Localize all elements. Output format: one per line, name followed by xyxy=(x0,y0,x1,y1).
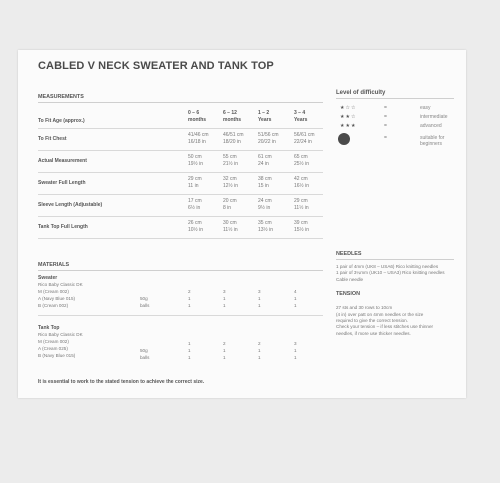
cell-cm: 30 cm xyxy=(223,220,237,226)
cell-cm: 41/46 cm xyxy=(188,132,209,138)
sweater-colour-b: B (Cream 002) xyxy=(38,303,69,308)
level-label: advanced xyxy=(420,123,442,129)
cell-in: 13½ in xyxy=(258,227,274,233)
cell-cm: 20 cm xyxy=(223,198,237,204)
cell-cm: 39 cm xyxy=(294,220,308,226)
qty: 1 xyxy=(258,303,261,308)
row-label: To Fit Chest xyxy=(38,136,67,142)
pattern-page xyxy=(18,50,466,398)
needles-text xyxy=(336,264,454,283)
tank-colour-m: M (Cream 002) xyxy=(38,339,69,344)
qty: 3 xyxy=(258,289,261,294)
tank-unit: balls xyxy=(140,355,150,360)
size-2-range: 6 – 12 xyxy=(223,110,237,116)
cell-in: 11 in xyxy=(188,183,199,189)
row-label: Sleeve Length (Adjustable) xyxy=(38,202,103,208)
equals: = xyxy=(384,135,387,141)
cell xyxy=(223,176,238,190)
equals: = xyxy=(384,123,387,129)
level-label: easy xyxy=(420,105,431,111)
cell-cm: 46/51 cm xyxy=(223,132,244,138)
row-tank-length xyxy=(38,218,323,239)
divider xyxy=(38,315,323,316)
difficulty-legend xyxy=(336,105,454,165)
measurements-heading: MEASUREMENTS xyxy=(38,94,323,103)
qty: 1 xyxy=(258,348,261,353)
sweater-colour-m: M (Cream 002) xyxy=(38,289,69,294)
sweater-materials xyxy=(38,275,323,323)
equals: = xyxy=(384,105,387,111)
cell xyxy=(188,176,202,190)
tension-line: 27 sts and 30 rows to 10cm xyxy=(336,305,393,311)
cell-in: 19½ in xyxy=(188,161,204,167)
sweater-weight: 50g xyxy=(140,296,148,301)
cell xyxy=(188,220,203,234)
cell-in: 12½ in xyxy=(223,183,239,189)
cell xyxy=(223,198,237,212)
cell-in: 22/24 in xyxy=(294,139,312,145)
pattern-title: CABLED V NECK SWEATER AND TANK TOP xyxy=(38,60,274,72)
qty: 2 xyxy=(258,341,261,346)
cell-in: 16/18 in xyxy=(188,139,206,145)
cell-in: 25½ in xyxy=(294,161,310,167)
qty: 4 xyxy=(294,289,297,294)
cell xyxy=(188,198,202,212)
cell-in: 6½ in xyxy=(188,205,201,211)
row-fit-age xyxy=(38,108,323,129)
qty: 1 xyxy=(223,303,226,308)
row-sleeve-length xyxy=(38,196,323,217)
row-label: To Fit Age (approx.) xyxy=(38,118,85,124)
tank-title: Tank Top xyxy=(38,325,60,331)
cell-in: 21½ in xyxy=(223,161,239,167)
cell-in: 15 in xyxy=(258,183,269,189)
cell-in: 24 in xyxy=(258,161,269,167)
tank-colour-b: B (Navy Blue 015) xyxy=(38,353,76,358)
cell-cm: 65 cm xyxy=(294,154,308,160)
qty: 3 xyxy=(294,341,297,346)
tension-line: (4 in) over patt on 4mm needles or the size xyxy=(336,311,424,317)
cell xyxy=(223,154,238,168)
cell-cm: 51/56 cm xyxy=(258,132,279,138)
qty: 1 xyxy=(188,348,191,353)
cell-cm: 61 cm xyxy=(258,154,272,160)
needle-line: 1 pair of 3¼mm (UK10 – USA3) Rico knitting needles xyxy=(336,270,445,276)
cell-in: 18/20 in xyxy=(223,139,241,145)
cell-cm: 38 cm xyxy=(258,176,272,182)
cell-in: 15½ in xyxy=(294,227,310,233)
cell xyxy=(188,132,209,146)
qty: 1 xyxy=(188,296,191,301)
star-rating-icon: ★★☆ xyxy=(340,114,357,120)
star-rating-icon: ★★★ xyxy=(340,123,357,129)
cell xyxy=(258,154,272,168)
cell-in: 16½ in xyxy=(294,183,310,189)
cell-in: 20/22 in xyxy=(258,139,276,145)
qty: 1 xyxy=(188,303,191,308)
materials-section xyxy=(38,262,323,369)
cell-cm: 29 cm xyxy=(188,176,202,182)
cell xyxy=(294,198,309,212)
size-1-unit: months xyxy=(188,117,207,123)
cell-in: 8 in xyxy=(223,205,232,211)
size-1-range: 0 – 6 xyxy=(188,110,200,116)
cell xyxy=(223,220,238,234)
needle-line: Cable needle xyxy=(336,276,364,282)
cell xyxy=(258,132,279,146)
size-3-unit: Years xyxy=(258,117,272,123)
tension-heading: TENSION xyxy=(336,291,360,298)
cell-cm: 32 cm xyxy=(223,176,237,182)
size-4-range: 3 – 4 xyxy=(294,110,306,116)
cell xyxy=(258,220,273,234)
cell-cm: 56/61 cm xyxy=(294,132,315,138)
sweater-title: Sweater xyxy=(38,275,58,281)
cell-in: 11½ in xyxy=(223,227,238,233)
tank-colour-a: A (Cream 025) xyxy=(38,346,68,351)
qty: 1 xyxy=(258,355,261,360)
cell xyxy=(294,154,309,168)
cell-cm: 35 cm xyxy=(258,220,272,226)
yarn-ball-icon xyxy=(338,133,350,145)
measurements-section xyxy=(38,94,323,264)
cell xyxy=(258,198,272,212)
cell-cm: 24 cm xyxy=(258,198,272,204)
cell-cm: 42 cm xyxy=(294,176,308,182)
row-label: Actual Measurement xyxy=(38,158,87,164)
row-sweater-length xyxy=(38,174,323,195)
qty: 2 xyxy=(223,341,226,346)
equals: = xyxy=(384,114,387,120)
cell xyxy=(294,132,315,146)
sweater-unit: balls xyxy=(140,303,150,308)
qty: 1 xyxy=(223,348,226,353)
qty: 1 xyxy=(294,348,297,353)
qty: 1 xyxy=(294,296,297,301)
cell xyxy=(294,176,309,190)
needle-line: 1 pair of 4mm (UK8 – USA6) Rico knitting needles xyxy=(336,264,439,269)
cell-cm: 29 cm xyxy=(294,198,308,204)
qty: 1 xyxy=(188,341,191,346)
cell-cm: 17 cm xyxy=(188,198,202,204)
row-fit-chest xyxy=(38,130,323,151)
cell-cm: 26 cm xyxy=(188,220,202,226)
size-3-range: 1 – 2 xyxy=(258,110,270,116)
row-actual-measurement xyxy=(38,152,323,173)
needles-section xyxy=(336,251,454,283)
cell-in: 9½ in xyxy=(258,205,271,211)
tension-line: needles, if more use thicker needles. xyxy=(336,330,411,336)
tank-weight: 50g xyxy=(140,348,148,353)
tension-line: required to give the correct tension. xyxy=(336,318,409,324)
cell-in: 10½ in xyxy=(188,227,204,233)
cell-cm: 50 cm xyxy=(188,154,202,160)
tank-top-materials xyxy=(38,325,323,369)
sweater-colour-a: A (Navy Blue 015) xyxy=(38,296,76,301)
needles-heading: NEEDLES xyxy=(336,251,454,260)
tension-line: Check your tension – if less stitches use thinner xyxy=(336,324,434,330)
row-label: Tank Top Full Length xyxy=(38,224,88,230)
qty: 1 xyxy=(223,355,226,360)
qty: 3 xyxy=(223,289,226,294)
qty: 2 xyxy=(188,289,191,294)
qty: 1 xyxy=(223,296,226,301)
level-label: intermediate xyxy=(420,114,448,120)
cell xyxy=(294,220,309,234)
cell-cm: 55 cm xyxy=(223,154,237,160)
size-2-unit: months xyxy=(223,117,242,123)
star-rating-icon: ★☆☆ xyxy=(340,105,357,111)
materials-heading: MATERIALS xyxy=(38,262,323,271)
qty: 1 xyxy=(188,355,191,360)
tension-text xyxy=(336,305,454,337)
difficulty-heading: Level of difficulty xyxy=(336,90,454,99)
size-4-unit: Years xyxy=(294,117,308,123)
qty: 1 xyxy=(258,296,261,301)
right-column xyxy=(336,90,454,337)
cell xyxy=(188,154,203,168)
tension-section xyxy=(336,291,454,337)
row-label: Sweater Full Length xyxy=(38,180,86,186)
qty: 1 xyxy=(294,355,297,360)
sweater-yarn: Rico Baby Classic DK xyxy=(38,282,83,287)
tension-note: It is essential to work to the stated tension to achieve the correct size. xyxy=(38,379,205,385)
level-label: suitable for beginners xyxy=(420,135,445,147)
cell xyxy=(258,176,272,190)
cell-in: 11½ in xyxy=(294,205,309,211)
qty: 1 xyxy=(294,303,297,308)
tank-yarn: Rico Baby Classic DK xyxy=(38,332,83,337)
cell xyxy=(223,132,244,146)
